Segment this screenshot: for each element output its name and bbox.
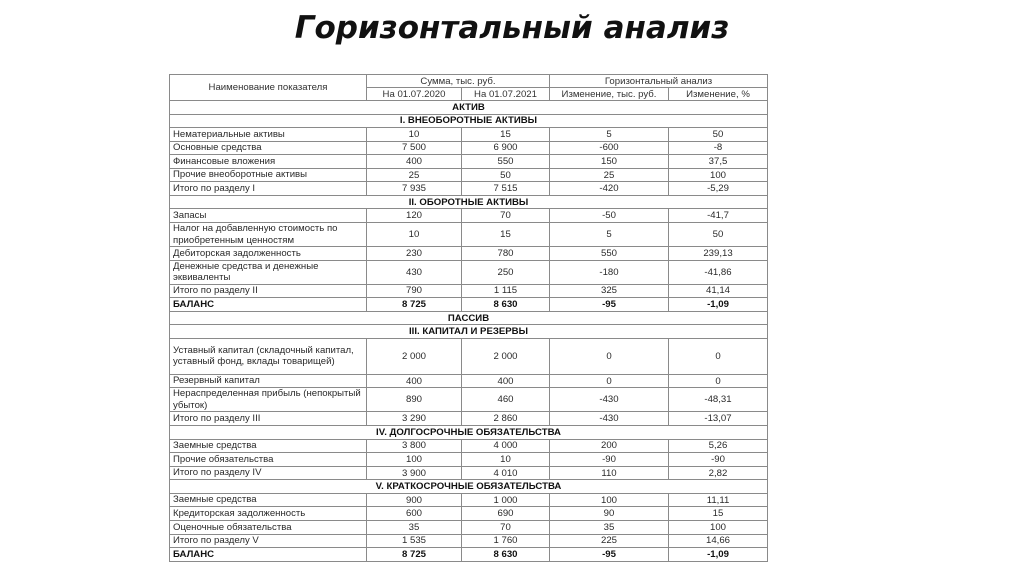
- table-row: [170, 223, 768, 247]
- value-2020: 400: [367, 155, 462, 169]
- change-abs: 550: [550, 247, 669, 261]
- value-2021: 70: [462, 209, 550, 223]
- change-pct: -1,09: [669, 298, 768, 312]
- value-2021: 8 630: [462, 548, 550, 562]
- table-row: [170, 247, 768, 261]
- row-name: Нераспределенная прибыль (непокрытый убыток): [170, 388, 367, 412]
- change-pct: 50: [669, 128, 768, 142]
- section-header-s4: [170, 426, 768, 440]
- change-pct: 2,82: [669, 466, 768, 480]
- value-2021: 6 900: [462, 141, 550, 155]
- change-abs: -95: [550, 548, 669, 562]
- section-header-aktiv: [170, 101, 768, 115]
- value-2021: 550: [462, 155, 550, 169]
- value-2021: 690: [462, 507, 550, 521]
- value-2020: 230: [367, 247, 462, 261]
- header-change-pct: Изменение, %: [669, 88, 768, 101]
- table-header-row: [170, 75, 768, 88]
- row-name: Итого по разделу II: [170, 284, 367, 298]
- value-2020: 790: [367, 284, 462, 298]
- section-title: II. ОБОРОТНЫЕ АКТИВЫ: [170, 195, 768, 209]
- row-name: Итого по разделу IV: [170, 466, 367, 480]
- change-abs: -50: [550, 209, 669, 223]
- row-name: Основные средства: [170, 141, 367, 155]
- section-title: V. КРАТКОСРОЧНЫЕ ОБЯЗАТЕЛЬСТВА: [170, 480, 768, 494]
- value-2021: 400: [462, 374, 550, 388]
- value-2020: 900: [367, 493, 462, 507]
- row-name: Итого по разделу I: [170, 182, 367, 196]
- table-row: [170, 182, 768, 196]
- change-pct: 239,13: [669, 247, 768, 261]
- change-abs: 35: [550, 521, 669, 535]
- change-pct: 15: [669, 507, 768, 521]
- header-name-col: Наименование показателя: [170, 75, 367, 101]
- change-abs: 5: [550, 128, 669, 142]
- table-row: [170, 439, 768, 453]
- value-2021: 1 760: [462, 534, 550, 548]
- table-row: [170, 466, 768, 480]
- change-pct: 100: [669, 521, 768, 535]
- row-name: Итого по разделу III: [170, 412, 367, 426]
- row-name: Прочие внеоборотные активы: [170, 168, 367, 182]
- change-abs: 100: [550, 493, 669, 507]
- section-title: III. КАПИТАЛ И РЕЗЕРВЫ: [170, 325, 768, 339]
- change-pct: 0: [669, 374, 768, 388]
- value-2020: 100: [367, 453, 462, 467]
- row-name: Прочие обязательства: [170, 453, 367, 467]
- row-name: БАЛАНС: [170, 548, 367, 562]
- change-pct: -48,31: [669, 388, 768, 412]
- change-pct: 11,11: [669, 493, 768, 507]
- table-row: [170, 128, 768, 142]
- change-abs: -430: [550, 388, 669, 412]
- change-pct: 41,14: [669, 284, 768, 298]
- section-header-passiv: [170, 311, 768, 325]
- change-pct: 0: [669, 338, 768, 374]
- value-2020: 430: [367, 260, 462, 284]
- table-row: [170, 284, 768, 298]
- section-header-s5: [170, 480, 768, 494]
- table-row: [170, 412, 768, 426]
- section-title: I. ВНЕОБОРОТНЫЕ АКТИВЫ: [170, 114, 768, 128]
- row-name: Финансовые вложения: [170, 155, 367, 169]
- change-abs: -90: [550, 453, 669, 467]
- row-name: Запасы: [170, 209, 367, 223]
- change-pct: 50: [669, 223, 768, 247]
- value-2020: 3 800: [367, 439, 462, 453]
- change-abs: 225: [550, 534, 669, 548]
- value-2021: 8 630: [462, 298, 550, 312]
- value-2020: 600: [367, 507, 462, 521]
- value-2020: 400: [367, 374, 462, 388]
- header-change-abs: Изменение, тыс. руб.: [550, 88, 669, 101]
- table-row: [170, 374, 768, 388]
- value-2021: 1 000: [462, 493, 550, 507]
- change-abs: -180: [550, 260, 669, 284]
- change-pct: -41,86: [669, 260, 768, 284]
- table-row: [170, 168, 768, 182]
- row-name: Оценочные обязательства: [170, 521, 367, 535]
- row-name: Налог на добавленную стоимость по приобретенным ценностям: [170, 223, 367, 247]
- change-pct: 5,26: [669, 439, 768, 453]
- table-row: [170, 209, 768, 223]
- change-pct: 37,5: [669, 155, 768, 169]
- change-abs: 5: [550, 223, 669, 247]
- row-name: Резервный капитал: [170, 374, 367, 388]
- row-name: Уставный капитал (складочный капитал, уставный фонд, вклады товарищей): [170, 338, 367, 374]
- change-abs: 325: [550, 284, 669, 298]
- change-pct: 14,66: [669, 534, 768, 548]
- section-title: ПАССИВ: [170, 311, 768, 325]
- header-group-sum: Сумма, тыс. руб.: [367, 75, 550, 88]
- value-2021: 1 115: [462, 284, 550, 298]
- table-row: [170, 493, 768, 507]
- value-2020: 8 725: [367, 548, 462, 562]
- value-2021: 2 860: [462, 412, 550, 426]
- table-row: [170, 534, 768, 548]
- value-2020: 35: [367, 521, 462, 535]
- change-abs: 90: [550, 507, 669, 521]
- value-2021: 15: [462, 128, 550, 142]
- row-name: Заемные средства: [170, 493, 367, 507]
- section-header-s3: [170, 325, 768, 339]
- header-2020: На 01.07.2020: [367, 88, 462, 101]
- row-name: Дебиторская задолженность: [170, 247, 367, 261]
- value-2020: 1 535: [367, 534, 462, 548]
- change-pct: -5,29: [669, 182, 768, 196]
- section-header-s1: [170, 114, 768, 128]
- table-row: [170, 155, 768, 169]
- row-name: БАЛАНС: [170, 298, 367, 312]
- change-pct: -1,09: [669, 548, 768, 562]
- value-2021: 10: [462, 453, 550, 467]
- value-2020: 120: [367, 209, 462, 223]
- change-abs: -430: [550, 412, 669, 426]
- change-abs: -600: [550, 141, 669, 155]
- value-2020: 8 725: [367, 298, 462, 312]
- change-pct: -13,07: [669, 412, 768, 426]
- change-pct: -41,7: [669, 209, 768, 223]
- table-row: [170, 453, 768, 467]
- value-2020: 7 935: [367, 182, 462, 196]
- row-name: Денежные средства и денежные эквиваленты: [170, 260, 367, 284]
- value-2021: 250: [462, 260, 550, 284]
- value-2020: 25: [367, 168, 462, 182]
- change-abs: -420: [550, 182, 669, 196]
- value-2020: 2 000: [367, 338, 462, 374]
- table-row: [170, 141, 768, 155]
- table-row: [170, 507, 768, 521]
- header-group-analysis: Горизонтальный анализ: [550, 75, 768, 88]
- table-row: [170, 548, 768, 562]
- change-pct: -8: [669, 141, 768, 155]
- table-row: [170, 338, 768, 374]
- value-2020: 10: [367, 223, 462, 247]
- value-2021: 460: [462, 388, 550, 412]
- table-row: [170, 388, 768, 412]
- value-2020: 3 290: [367, 412, 462, 426]
- value-2021: 4 010: [462, 466, 550, 480]
- page-title: Горизонтальный анализ: [294, 10, 730, 46]
- section-title: IV. ДОЛГОСРОЧНЫЕ ОБЯЗАТЕЛЬСТВА: [170, 426, 768, 440]
- horizontal-analysis-table: [169, 74, 768, 562]
- header-2021: На 01.07.2021: [462, 88, 550, 101]
- value-2021: 15: [462, 223, 550, 247]
- value-2020: 890: [367, 388, 462, 412]
- value-2020: 3 900: [367, 466, 462, 480]
- table-row: [170, 521, 768, 535]
- table-row: [170, 298, 768, 312]
- section-header-s2: [170, 195, 768, 209]
- value-2021: 780: [462, 247, 550, 261]
- value-2021: 50: [462, 168, 550, 182]
- value-2021: 7 515: [462, 182, 550, 196]
- change-pct: 100: [669, 168, 768, 182]
- section-title: АКТИВ: [170, 101, 768, 115]
- row-name: Итого по разделу V: [170, 534, 367, 548]
- change-abs: 150: [550, 155, 669, 169]
- change-abs: 0: [550, 374, 669, 388]
- change-abs: 110: [550, 466, 669, 480]
- value-2021: 2 000: [462, 338, 550, 374]
- row-name: Заемные средства: [170, 439, 367, 453]
- change-abs: 0: [550, 338, 669, 374]
- change-pct: -90: [669, 453, 768, 467]
- row-name: Кредиторская задолженность: [170, 507, 367, 521]
- value-2020: 7 500: [367, 141, 462, 155]
- value-2021: 70: [462, 521, 550, 535]
- value-2020: 10: [367, 128, 462, 142]
- table-row: [170, 260, 768, 284]
- row-name: Нематериальные активы: [170, 128, 367, 142]
- change-abs: 200: [550, 439, 669, 453]
- change-abs: 25: [550, 168, 669, 182]
- change-abs: -95: [550, 298, 669, 312]
- value-2021: 4 000: [462, 439, 550, 453]
